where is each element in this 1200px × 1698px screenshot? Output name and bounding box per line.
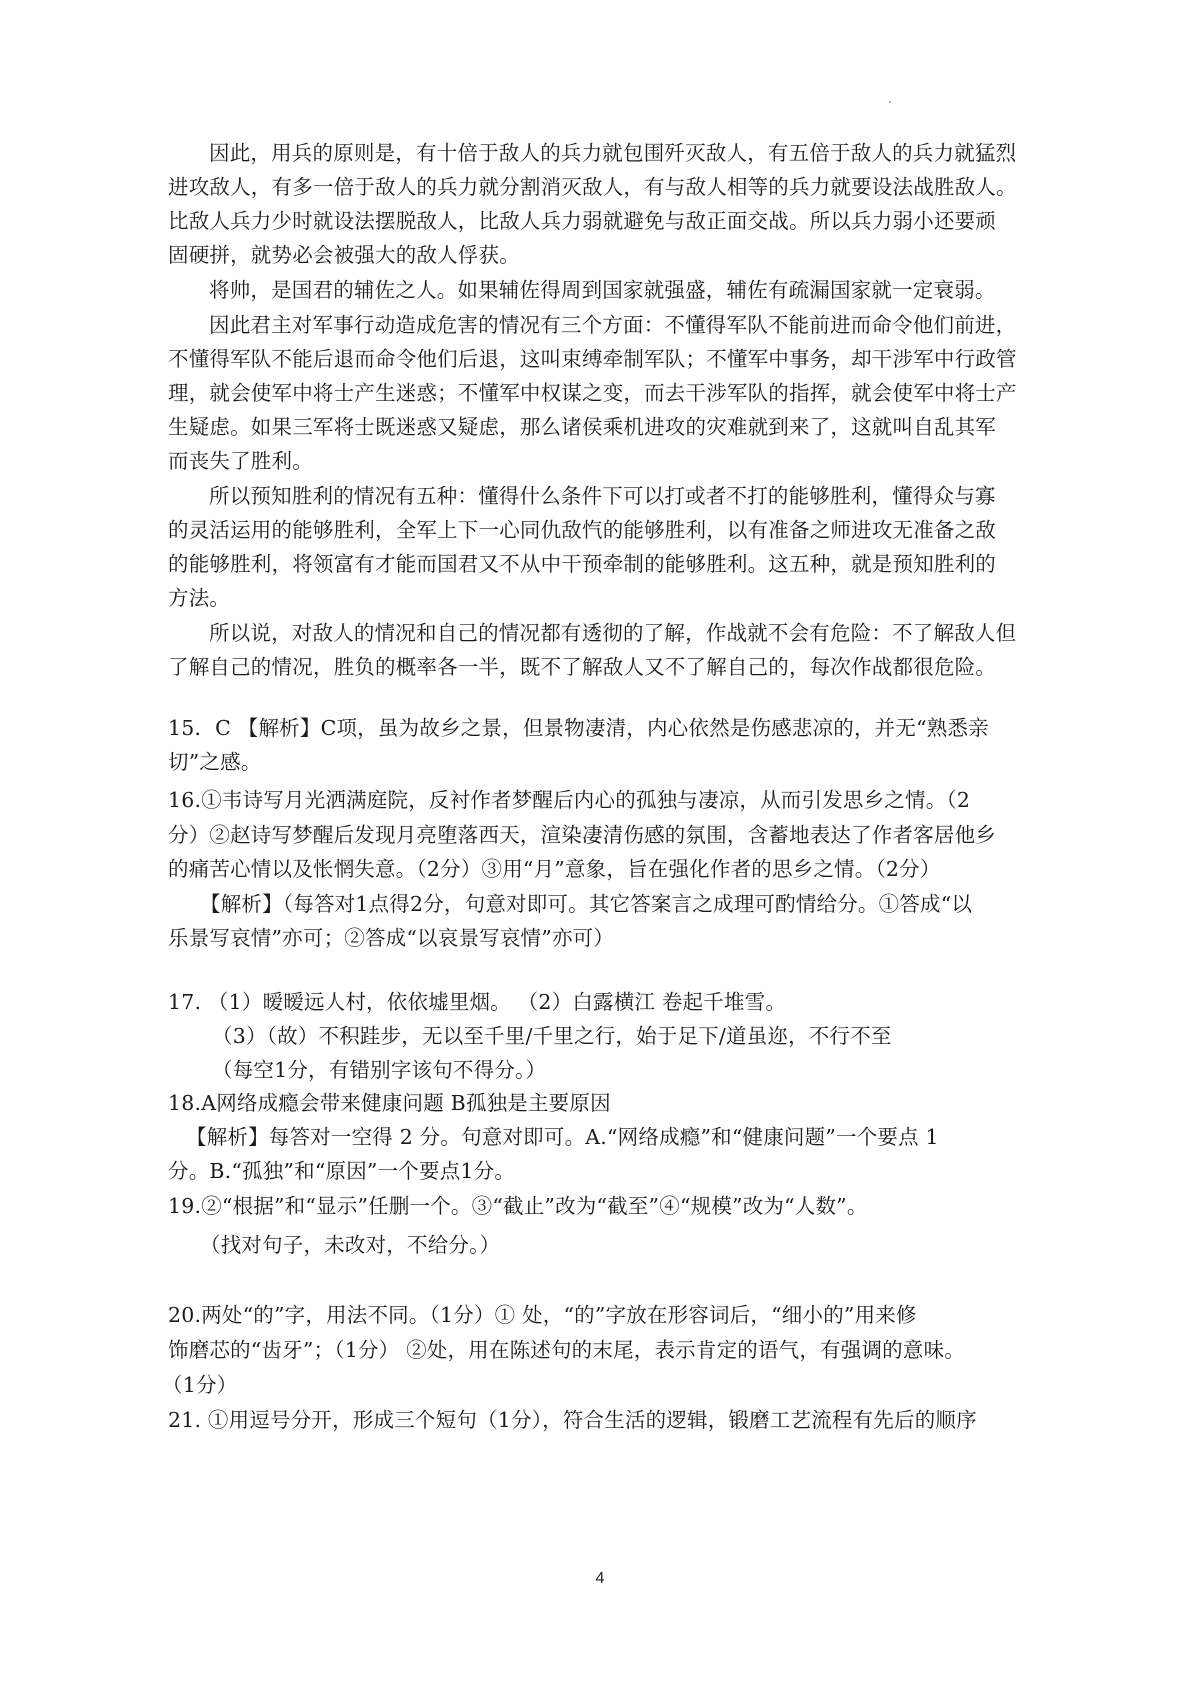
text-line: 比敌人兵力少时就设法摆脱敌人，比敌人兵力弱就避免与敌正面交战。所以兵力弱小还要顽 bbox=[168, 209, 996, 233]
text-line: 方法。 bbox=[168, 586, 231, 610]
answer-16-analysis-line: 乐景写哀情”亦可；②答成“以哀景写哀情”亦可） bbox=[168, 926, 615, 950]
answer-17-note: （每空1分，有错别字该句不得分。） bbox=[212, 1058, 547, 1082]
text-line: 固硬拼，就势必会被强大的敌人俘获。 bbox=[168, 243, 520, 267]
answer-15-line: 切”之感。 bbox=[168, 750, 262, 774]
text-line: 理，就会使军中将士产生迷惑；不懂军中权谋之变，而去干涉军队的指挥，就会使军中将士产 bbox=[168, 381, 1017, 405]
text-line: 进攻敌人，有多一倍于敌人的兵力就分割消灭敌人，有与敌人相等的兵力就要设法战胜敌人。 bbox=[168, 175, 1017, 199]
text-line: 而丧失了胜利。 bbox=[168, 449, 313, 473]
text-line: 的灵活运用的能够胜利，全军上下一心同仇敌忾的能够胜利，以有准备之师进攻无准备之敌 bbox=[168, 518, 996, 542]
answer-16-line: 的痛苦心情以及怅惘失意。（2分）③用“月”意象，旨在强化作者的思乡之情。（2分） bbox=[168, 857, 941, 881]
answer-16-line: 分）②赵诗写梦醒后发现月亮堕落西天，渲染凄清伤感的氛围，含蓄地表达了作者客居他乡 bbox=[168, 823, 996, 847]
text-line: 了解自己的情况，胜负的概率各一半，既不了解敌人又不了解自己的，每次作战都很危险。 bbox=[168, 655, 996, 679]
answer-19-line: 19.②“根据”和“显示”任删一个。③“截止”改为“截至”④“规模”改为“人数”。 bbox=[168, 1194, 868, 1218]
page-number: 4 bbox=[595, 1570, 605, 1587]
answer-18-analysis-line: 【解析】每答对一空得 2 分。句意对即可。A.“网络成瘾”和“健康问题”一个要点 1 bbox=[186, 1125, 939, 1149]
answer-16-line: 16.①韦诗写月光洒满庭院，反衬作者梦醒后内心的孤独与凄凉，从而引发思乡之情。（2 bbox=[168, 788, 971, 812]
answer-15-line: 15．C 【解析】C项，虽为故乡之景，但景物凄清，内心依然是伤感悲凉的，并无“熟悉亲 bbox=[168, 716, 989, 740]
text-line: 所以预知胜利的情况有五种：懂得什么条件下可以打或者不打的能够胜利，懂得众与寡 bbox=[209, 484, 996, 508]
answer-16-analysis-line: 【解析】（每答对1点得2分，句意对即可。其它答案言之成理可酌情给分。①答成“以 bbox=[200, 892, 973, 916]
text-line: 因此君主对军事行动造成危害的情况有三个方面：不懂得军队不能前进而命令他们前进， bbox=[209, 313, 1017, 337]
answer-19-note: （找对句子，未改对，不给分。） bbox=[200, 1233, 501, 1257]
answer-17-line: 17. （1）暧暧远人村，依依墟里烟。 （2）白露横江 卷起千堆雪。 bbox=[168, 990, 787, 1014]
text-line: 不懂得军队不能后退而命令他们后退，这叫束缚牵制军队；不懂军中事务，却干涉军中行政管 bbox=[168, 347, 1017, 371]
text-line: 的能够胜利，将领富有才能而国君又不从中干预牵制的能够胜利。这五种，就是预知胜利的 bbox=[168, 552, 996, 576]
answer-20-line: 饰磨芯的“齿牙”；（1分） ②处，用在陈述句的末尾，表示肯定的语气，有强调的意味。 bbox=[168, 1338, 965, 1362]
text-line: 将帅，是国君的辅佐之人。如果辅佐得周到国家就强盛，辅佐有疏漏国家就一定衰弱。 bbox=[209, 278, 996, 302]
answer-18-analysis-line: 分。B.“孤独”和“原因”一个要点1分。 bbox=[168, 1159, 516, 1183]
text-line: 生疑虑。如果三军将士既迷惑又疑虑，那么诸侯乘机进攻的灾难就到来了，这就叫自乱其军 bbox=[168, 415, 996, 439]
text-line: 所以说，对敌人的情况和自己的情况都有透彻的了解，作战就不会有危险：不了解敌人但 bbox=[209, 621, 1017, 645]
scan-speck bbox=[889, 101, 891, 103]
answer-21-line: 21. ①用逗号分开，形成三个短句（1分），符合生活的逻辑，锻磨工艺流程有先后的顺序 bbox=[168, 1408, 977, 1432]
answer-20-line: 20.两处“的”字，用法不同。（1分）① 处，“的”字放在形容词后，“细小的”用来修 bbox=[168, 1303, 917, 1327]
answer-20-line: （1分） bbox=[162, 1373, 238, 1397]
answer-18-line: 18.A网络成瘾会带来健康问题 B孤独是主要原因 bbox=[168, 1091, 611, 1115]
text-line: 因此，用兵的原则是，有十倍于敌人的兵力就包围歼灭敌人，有五倍于敌人的兵力就猛烈 bbox=[209, 141, 1017, 165]
answer-17-line: （3）（故）不积跬步，无以至千里/千里之行，始于足下/道虽迩，不行不至 bbox=[212, 1024, 892, 1048]
